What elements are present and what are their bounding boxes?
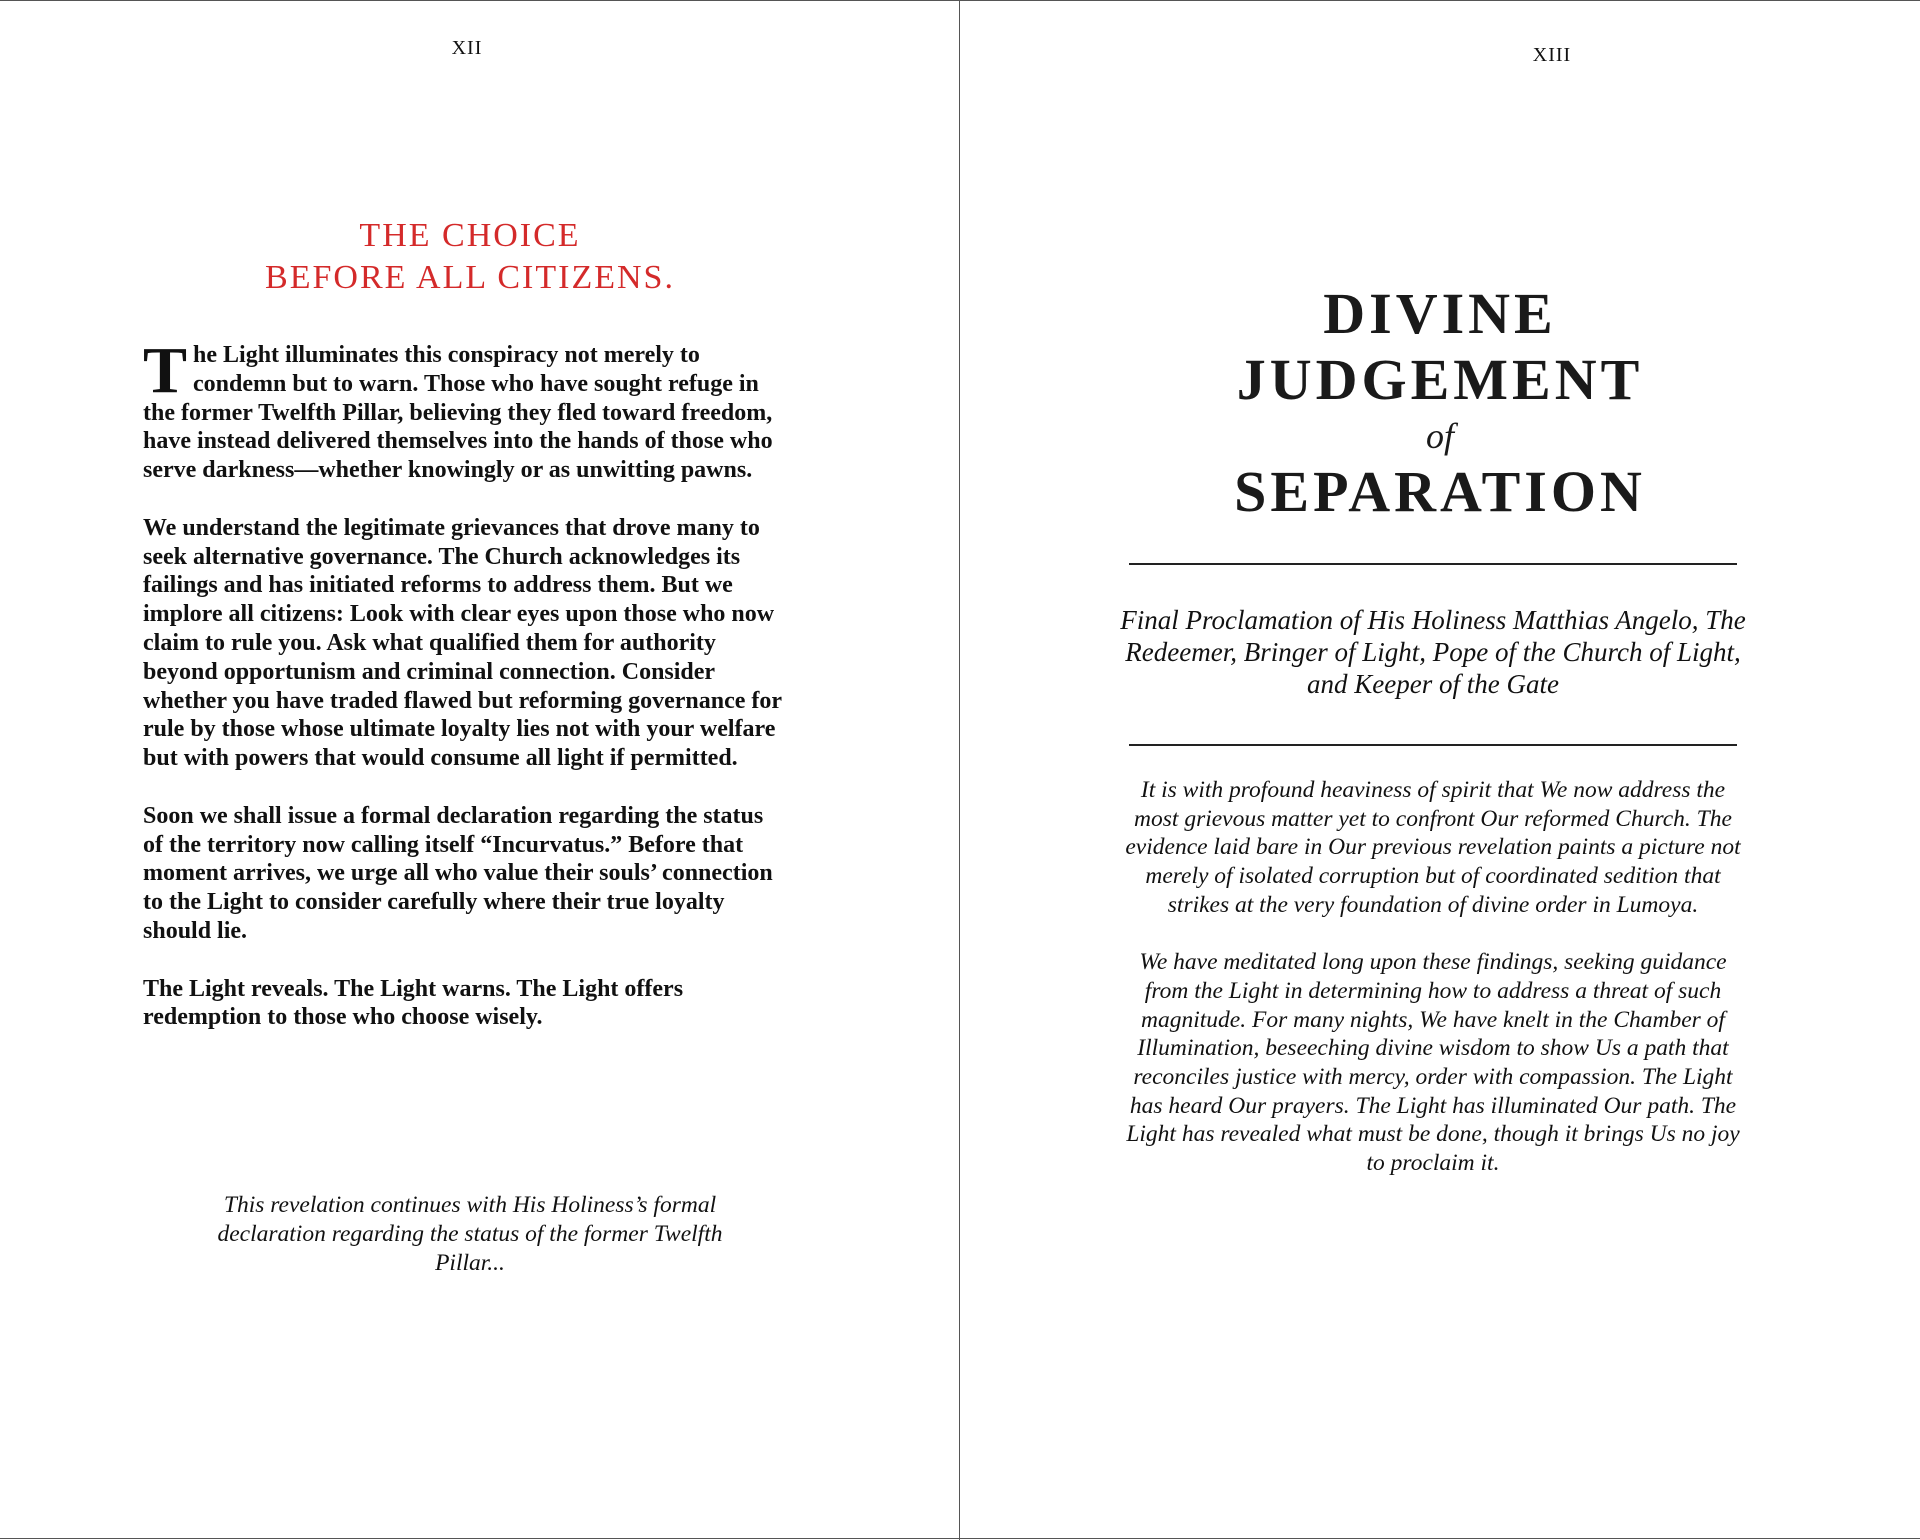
drop-cap: T xyxy=(143,334,188,407)
paragraph: The Light reveals. The Light warns. The Light offers redemption to those who choose wisely. xyxy=(143,975,684,1031)
paragraph-text: he Light illuminates this conspiracy not merely to condemn but to warn. Those who have sought refuge in the former Twelfth Pillar, believing they fled toward freedom, have instead delivered themselves into the hands of those who serve darkness—whether knowingly or as unwitting pawns. xyxy=(143,342,773,484)
divider xyxy=(1129,563,1737,565)
right-page xyxy=(960,1,1920,1540)
proclamation-subtitle: Final Proclamation of His Holiness Matthias Angelo, The Redeemer, Bringer of Light, Pope of the Church of Light, and Keeper of the Gate xyxy=(1120,605,1746,699)
title-line: JUDGEMENT xyxy=(1236,347,1644,412)
divider xyxy=(1129,744,1737,746)
left-page xyxy=(0,1,959,1540)
page-number: XII xyxy=(451,37,483,59)
paragraph: We have meditated long upon these findings, seeking guidance from the Light in determining how to address a threat of such magnitude. For many nights, We have knelt in the Chamber of Illumination, beseeching divine wisdom to show Us a path that reconciles justice with mercy, order with compassion. The Light has heard Our prayers. The Light has illuminated Our path. The Light has revealed what must be done, though it brings Us no joy to proclaim it. xyxy=(1126,949,1740,1177)
paragraph: We understand the legitimate grievances that drove many to seek alternative governance. The Church acknowledges its failings and has initiated reforms to address them. But we implore all citizens: Look with clear eyes upon those who now claim to rule you. Ask what qualified them for authority beyond opportunism and criminal connection. Consider whether you have traded flawed but reforming governance for rule by those whose ultimate loyalty lies not with your welfare but with powers that would consume all light if permitted. xyxy=(143,514,782,772)
paragraph xyxy=(143,334,783,485)
heading-line: THE CHOICE xyxy=(359,217,581,254)
title-line: SEPARATION xyxy=(1234,459,1646,524)
heading-line: BEFORE ALL CITIZENS. xyxy=(265,259,675,296)
paragraph: It is with profound heaviness of spirit that We now address the most grievous matter yet to confront Our reformed Church. The evidence laid bare in Our previous revelation paints a picture not merely of isolated corruption but of coordinated sedition that strikes at the very foundation of divine order in Lumoya. xyxy=(1125,777,1741,918)
body-text xyxy=(143,334,783,1061)
section-heading xyxy=(140,215,800,299)
body-text xyxy=(1120,776,1746,1207)
title-connector: of xyxy=(1425,416,1454,456)
continuation-note: This revelation continues with His Holiness’s formal declaration regarding the status of the former Twelfth Pillar... xyxy=(217,1192,723,1276)
paragraph: Soon we shall issue a formal declaration regarding the status of the territory now calling itself “Incurvatus.” Before that moment arrives, we urge all who value their souls’ connection to the Light to consider carefully where their true loyalty should lie. xyxy=(143,802,773,944)
chapter-title xyxy=(1100,281,1780,525)
page-number: XIII xyxy=(1532,44,1572,66)
title-line: DIVINE xyxy=(1323,281,1557,346)
